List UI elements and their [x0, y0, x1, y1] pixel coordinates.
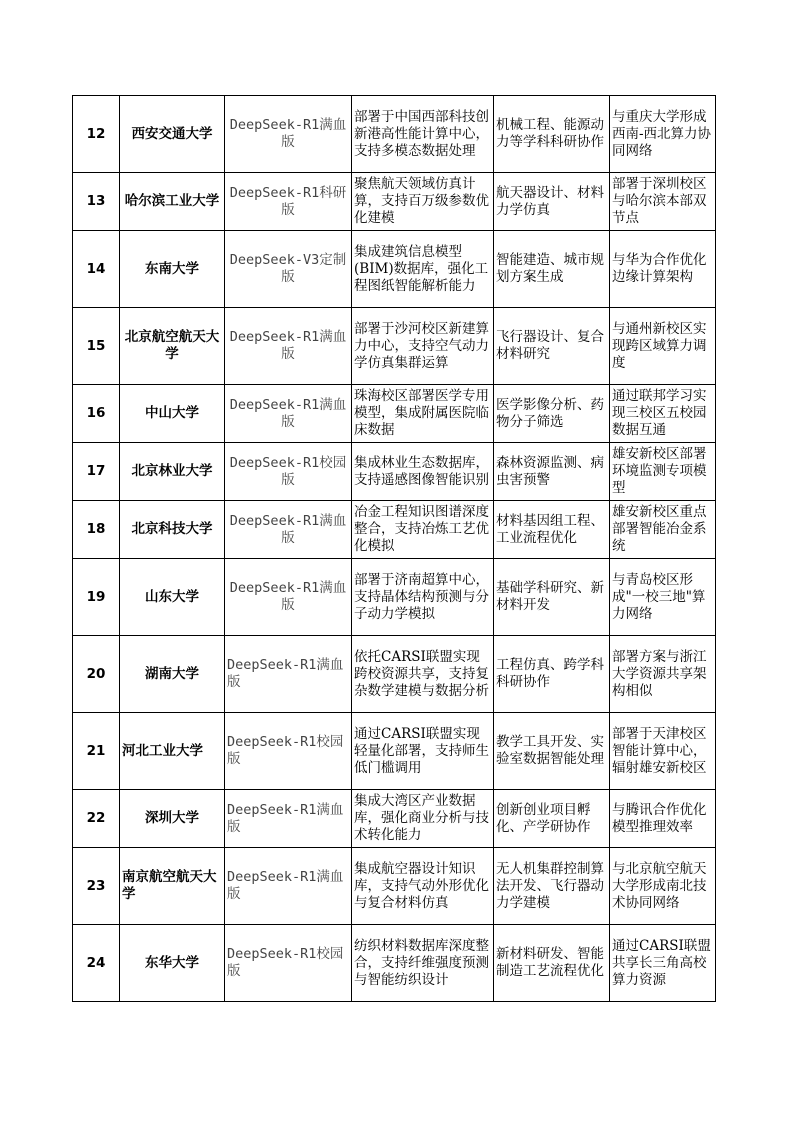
cooperation-note-cell: 与腾讯合作优化模型推理效率 — [610, 790, 716, 848]
deployment-detail-cell: 聚焦航天领域仿真计算，支持百万级参数优化建模 — [352, 173, 494, 231]
table-row — [73, 636, 716, 713]
cooperation-note-cell: 雄安新校区部署环境监测专项模型 — [610, 443, 716, 501]
row-number-cell: 13 — [73, 173, 120, 231]
university-name-cell: 北京科技大学 — [120, 501, 225, 559]
university-name-cell: 哈尔滨工业大学 — [120, 173, 225, 231]
application-scenario-cell: 航天器设计、材料力学仿真 — [494, 173, 610, 231]
model-version-cell: DeepSeek-R1满血版 — [225, 559, 352, 636]
cooperation-note-cell: 与青岛校区形成"一校三地"算力网络 — [610, 559, 716, 636]
deployment-detail-cell: 通过CARSI联盟实现轻量化部署，支持师生低门槛调用 — [352, 713, 494, 790]
cooperation-note-cell: 与华为合作优化边缘计算架构 — [610, 231, 716, 308]
row-number-cell: 14 — [73, 231, 120, 308]
model-version-cell: DeepSeek-R1满血版 — [225, 96, 352, 173]
table-body — [73, 96, 716, 1002]
table-row — [73, 925, 716, 1002]
row-number-cell: 15 — [73, 308, 120, 385]
model-version-cell: DeepSeek-R1满血版 — [225, 636, 352, 713]
cooperation-note-cell: 部署于天津校区智能计算中心，辐射雄安新校区 — [610, 713, 716, 790]
university-name-cell: 东南大学 — [120, 231, 225, 308]
row-number-cell: 16 — [73, 385, 120, 443]
university-name-cell: 山东大学 — [120, 559, 225, 636]
application-scenario-cell: 飞行器设计、复合材料研究 — [494, 308, 610, 385]
deployment-detail-cell: 集成航空器设计知识库，支持气动外形优化与复合材料仿真 — [352, 848, 494, 925]
model-version-cell: DeepSeek-R1校园版 — [225, 925, 352, 1002]
model-version-cell: DeepSeek-R1满血版 — [225, 848, 352, 925]
model-version-cell: DeepSeek-R1校园版 — [225, 713, 352, 790]
row-number-cell: 18 — [73, 501, 120, 559]
application-scenario-cell: 教学工具开发、实验室数据智能处理 — [494, 713, 610, 790]
model-version-cell: DeepSeek-R1校园版 — [225, 443, 352, 501]
row-number-cell: 22 — [73, 790, 120, 848]
university-name-cell: 中山大学 — [120, 385, 225, 443]
deployment-detail-cell: 部署于中国西部科技创新港高性能计算中心，支持多模态数据处理 — [352, 96, 494, 173]
row-number-cell: 23 — [73, 848, 120, 925]
table-row — [73, 848, 716, 925]
table-row — [73, 559, 716, 636]
model-version-cell: DeepSeek-R1科研版 — [225, 173, 352, 231]
application-scenario-cell: 材料基因组工程、工业流程优化 — [494, 501, 610, 559]
deployment-detail-cell: 集成建筑信息模型(BIM)数据库，强化工程图纸智能解析能力 — [352, 231, 494, 308]
university-name-cell: 深圳大学 — [120, 790, 225, 848]
model-version-cell: DeepSeek-R1满血版 — [225, 790, 352, 848]
cooperation-note-cell: 与重庆大学形成西南-西北算力协同网络 — [610, 96, 716, 173]
table-row — [73, 231, 716, 308]
application-scenario-cell: 创新创业项目孵化、产学研协作 — [494, 790, 610, 848]
application-scenario-cell: 医学影像分析、药物分子筛选 — [494, 385, 610, 443]
table-row — [73, 96, 716, 173]
row-number-cell: 24 — [73, 925, 120, 1002]
deployment-detail-cell: 部署于沙河校区新建算力中心，支持空气动力学仿真集群运算 — [352, 308, 494, 385]
model-version-cell: DeepSeek-R1满血版 — [225, 308, 352, 385]
model-version-cell: DeepSeek-R1满血版 — [225, 501, 352, 559]
row-number-cell: 12 — [73, 96, 120, 173]
deployment-detail-cell: 集成大湾区产业数据库，强化商业分析与技术转化能力 — [352, 790, 494, 848]
cooperation-note-cell: 通过联邦学习实现三校区五校园数据互通 — [610, 385, 716, 443]
application-scenario-cell: 森林资源监测、病虫害预警 — [494, 443, 610, 501]
application-scenario-cell: 无人机集群控制算法开发、飞行器动力学建模 — [494, 848, 610, 925]
table-row — [73, 501, 716, 559]
university-name-cell: 北京林业大学 — [120, 443, 225, 501]
row-number-cell: 19 — [73, 559, 120, 636]
deployment-detail-cell: 依托CARSI联盟实现跨校资源共享，支持复杂数学建模与数据分析 — [352, 636, 494, 713]
table-row — [73, 308, 716, 385]
university-deployment-table — [72, 95, 716, 1002]
row-number-cell: 20 — [73, 636, 120, 713]
cooperation-note-cell: 部署方案与浙江大学资源共享架构相似 — [610, 636, 716, 713]
application-scenario-cell: 智能建造、城市规划方案生成 — [494, 231, 610, 308]
application-scenario-cell: 基础学科研究、新材料开发 — [494, 559, 610, 636]
table-row — [73, 790, 716, 848]
deployment-detail-cell: 部署于济南超算中心，支持晶体结构预测与分子动力学模拟 — [352, 559, 494, 636]
application-scenario-cell: 新材料研发、智能制造工艺流程优化 — [494, 925, 610, 1002]
university-name-cell: 东华大学 — [120, 925, 225, 1002]
application-scenario-cell: 机械工程、能源动力等学科科研协作 — [494, 96, 610, 173]
university-name-cell: 西安交通大学 — [120, 96, 225, 173]
row-number-cell: 21 — [73, 713, 120, 790]
cooperation-note-cell: 通过CARSI联盟共享长三角高校算力资源 — [610, 925, 716, 1002]
row-number-cell: 17 — [73, 443, 120, 501]
university-name-cell: 北京航空航天大学 — [120, 308, 225, 385]
cooperation-note-cell: 与北京航空航天大学形成南北技术协同网络 — [610, 848, 716, 925]
table-row — [73, 713, 716, 790]
deployment-detail-cell: 冶金工程知识图谱深度整合，支持冶炼工艺优化模拟 — [352, 501, 494, 559]
application-scenario-cell: 工程仿真、跨学科科研协作 — [494, 636, 610, 713]
cooperation-note-cell: 部署于深圳校区与哈尔滨本部双节点 — [610, 173, 716, 231]
deployment-detail-cell: 集成林业生态数据库，支持遥感图像智能识别 — [352, 443, 494, 501]
deployment-detail-cell: 纺织材料数据库深度整合，支持纤维强度预测与智能纺织设计 — [352, 925, 494, 1002]
model-version-cell: DeepSeek-R1满血版 — [225, 385, 352, 443]
cooperation-note-cell: 与通州新校区实现跨区域算力调度 — [610, 308, 716, 385]
university-name-cell: 湖南大学 — [120, 636, 225, 713]
university-name-cell: 河北工业大学 — [120, 713, 225, 790]
cooperation-note-cell: 雄安新校区重点部署智能冶金系统 — [610, 501, 716, 559]
table-row — [73, 443, 716, 501]
table-row — [73, 385, 716, 443]
deployment-detail-cell: 珠海校区部署医学专用模型，集成附属医院临床数据 — [352, 385, 494, 443]
university-name-cell: 南京航空航天大学 — [120, 848, 225, 925]
model-version-cell: DeepSeek-V3定制版 — [225, 231, 352, 308]
table-row — [73, 173, 716, 231]
